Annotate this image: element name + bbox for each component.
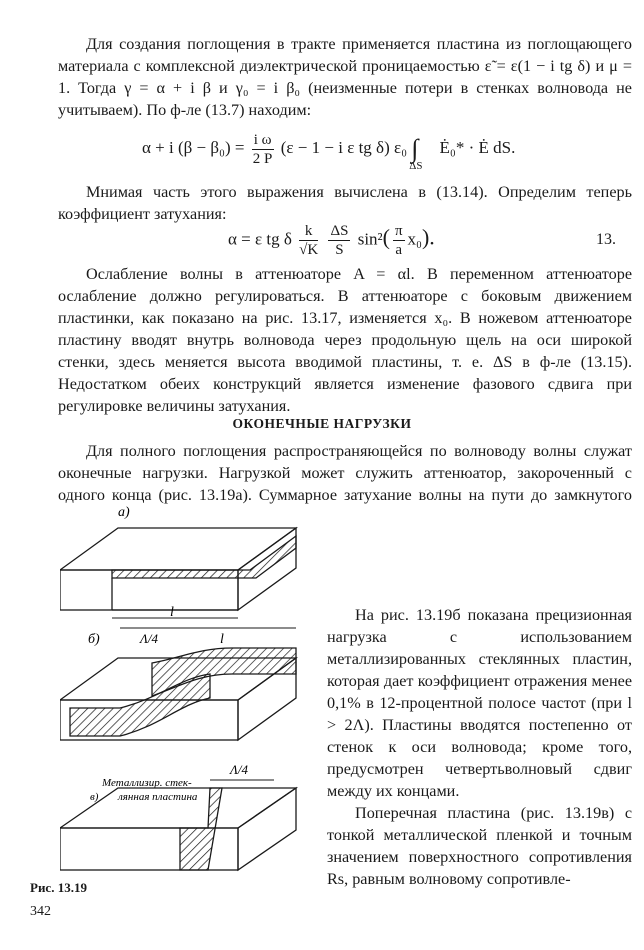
equation-1 [142,130,516,172]
eq2-fraction-2 [328,222,350,259]
eq2-f2-num: ΔS [330,223,349,239]
annot-c2: лянная пластина [118,791,198,803]
eq1-int-sign: ∫ [411,134,419,163]
eq2-lhs: α = ε tg δ [228,229,292,249]
paragraph-4: Для полного поглощения распространяющейся по волноводу волны служат оконечные нагрузки. Нагрузкой может служить аттенюатор, закороченный с одного конца (рис. 13.19а). Суммарное затухание волны на пути до замкнутого [58,442,632,504]
dim-l-b: l [220,632,224,647]
waveguide-a [60,528,296,610]
eq2-f1-den: √K [299,242,319,258]
eq2-sin: sin² [357,229,383,249]
annot-c1: Металлизир. стек- [102,777,192,789]
eq2-f1-num: k [299,222,318,241]
eq2-x0: x₀ [407,229,422,249]
eq1-rhs: Ė₀* · Ė dS. [439,138,516,157]
paragraph-5: На рис. 13.19б показана прецизионная нагрузка с использованием металлизированных стеклянных пластин, которая дает коэффициент отражения менее 0,1% в 12-процентной полосе частот (при l > 2Λ). Пластины вводятся постепенно от стенок к оси волновода; кроме того, предусмотрен четвертьволновый сдвиг между их концами. [327,606,632,800]
figure-caption: Рис. 13.19 [30,880,87,895]
eq1-int-sub: ΔS [409,160,423,172]
eq1-lhs: α + i (β − β₀) = [142,138,245,157]
label-a: а) [118,505,130,520]
dim-lambda-c: Λ/4 [230,762,248,777]
eq2-f2-den: S [335,242,344,258]
figure-13-19 [60,498,320,878]
eq1-integral [409,130,435,172]
eq2-fraction-3 [393,222,405,259]
eq2-fraction-1 [299,222,318,259]
label-c: в) [90,791,99,803]
equation-number: 13. [596,231,616,248]
section-heading: ОКОНЕЧНЫЕ НАГРУЗКИ [232,416,412,431]
page-number: 342 [30,904,51,919]
waveguide-b [60,648,296,740]
eq1-fraction [252,131,274,168]
paragraph-2: Мнимая часть этого выражения вычислена в (13.14). Определим теперь коэффициент затухания: [58,183,632,223]
eq1-mid: (ε − 1 − i ε tg δ) ε₀ [280,138,408,157]
dim-l-a: l [170,605,174,620]
eq2-f3-num: π [394,223,403,239]
equation-2 [228,222,435,259]
paragraph-6: Поперечная пластина (рис. 13.19в) с тонкой металлической пленкой и точным значением поверхностного сопротивления Rs, равным волновому сопротивле- [327,804,632,888]
paragraph-1: Для создания поглощения в тракте применяется пластина из поглощающего материала с комплексной диэлектрической проницаемостью ε̃ = ε(1 − i tg δ) и μ = 1. Тогда γ = α + i β и γ₀ = i β₀ (неизменные потери в стенках волновода не учитываем). По ф-ле (13.7) находим: [58,35,632,119]
eq1-frac-den: 2 P [252,150,273,167]
eq2-paren-close: ). [421,224,435,250]
label-b: б) [88,632,100,647]
eq2-paren-open: ( [382,224,390,250]
paragraph-3: Ослабление волны в аттенюаторе A = αl. В переменном аттенюаторе ослабление должно регулироваться. В аттенюаторе с боковым движением пластинки, как показано на рис. 13.17, изменяется x₀. В ножевом аттенюаторе пластину вводят внутрь волновода через продольную щель на оси широкой стенки, здесь меняется высота вводимой пластины, т. е. ΔS в ф-ле (13.15). Недостатком обеих конструкций является изменение фазового сдвига при регулировке величины затухания. [58,265,632,415]
dim-lambda-b: Λ/4 [140,631,158,646]
eq2-f3-den: a [395,242,403,258]
eq1-frac-num: i ω [253,131,272,148]
